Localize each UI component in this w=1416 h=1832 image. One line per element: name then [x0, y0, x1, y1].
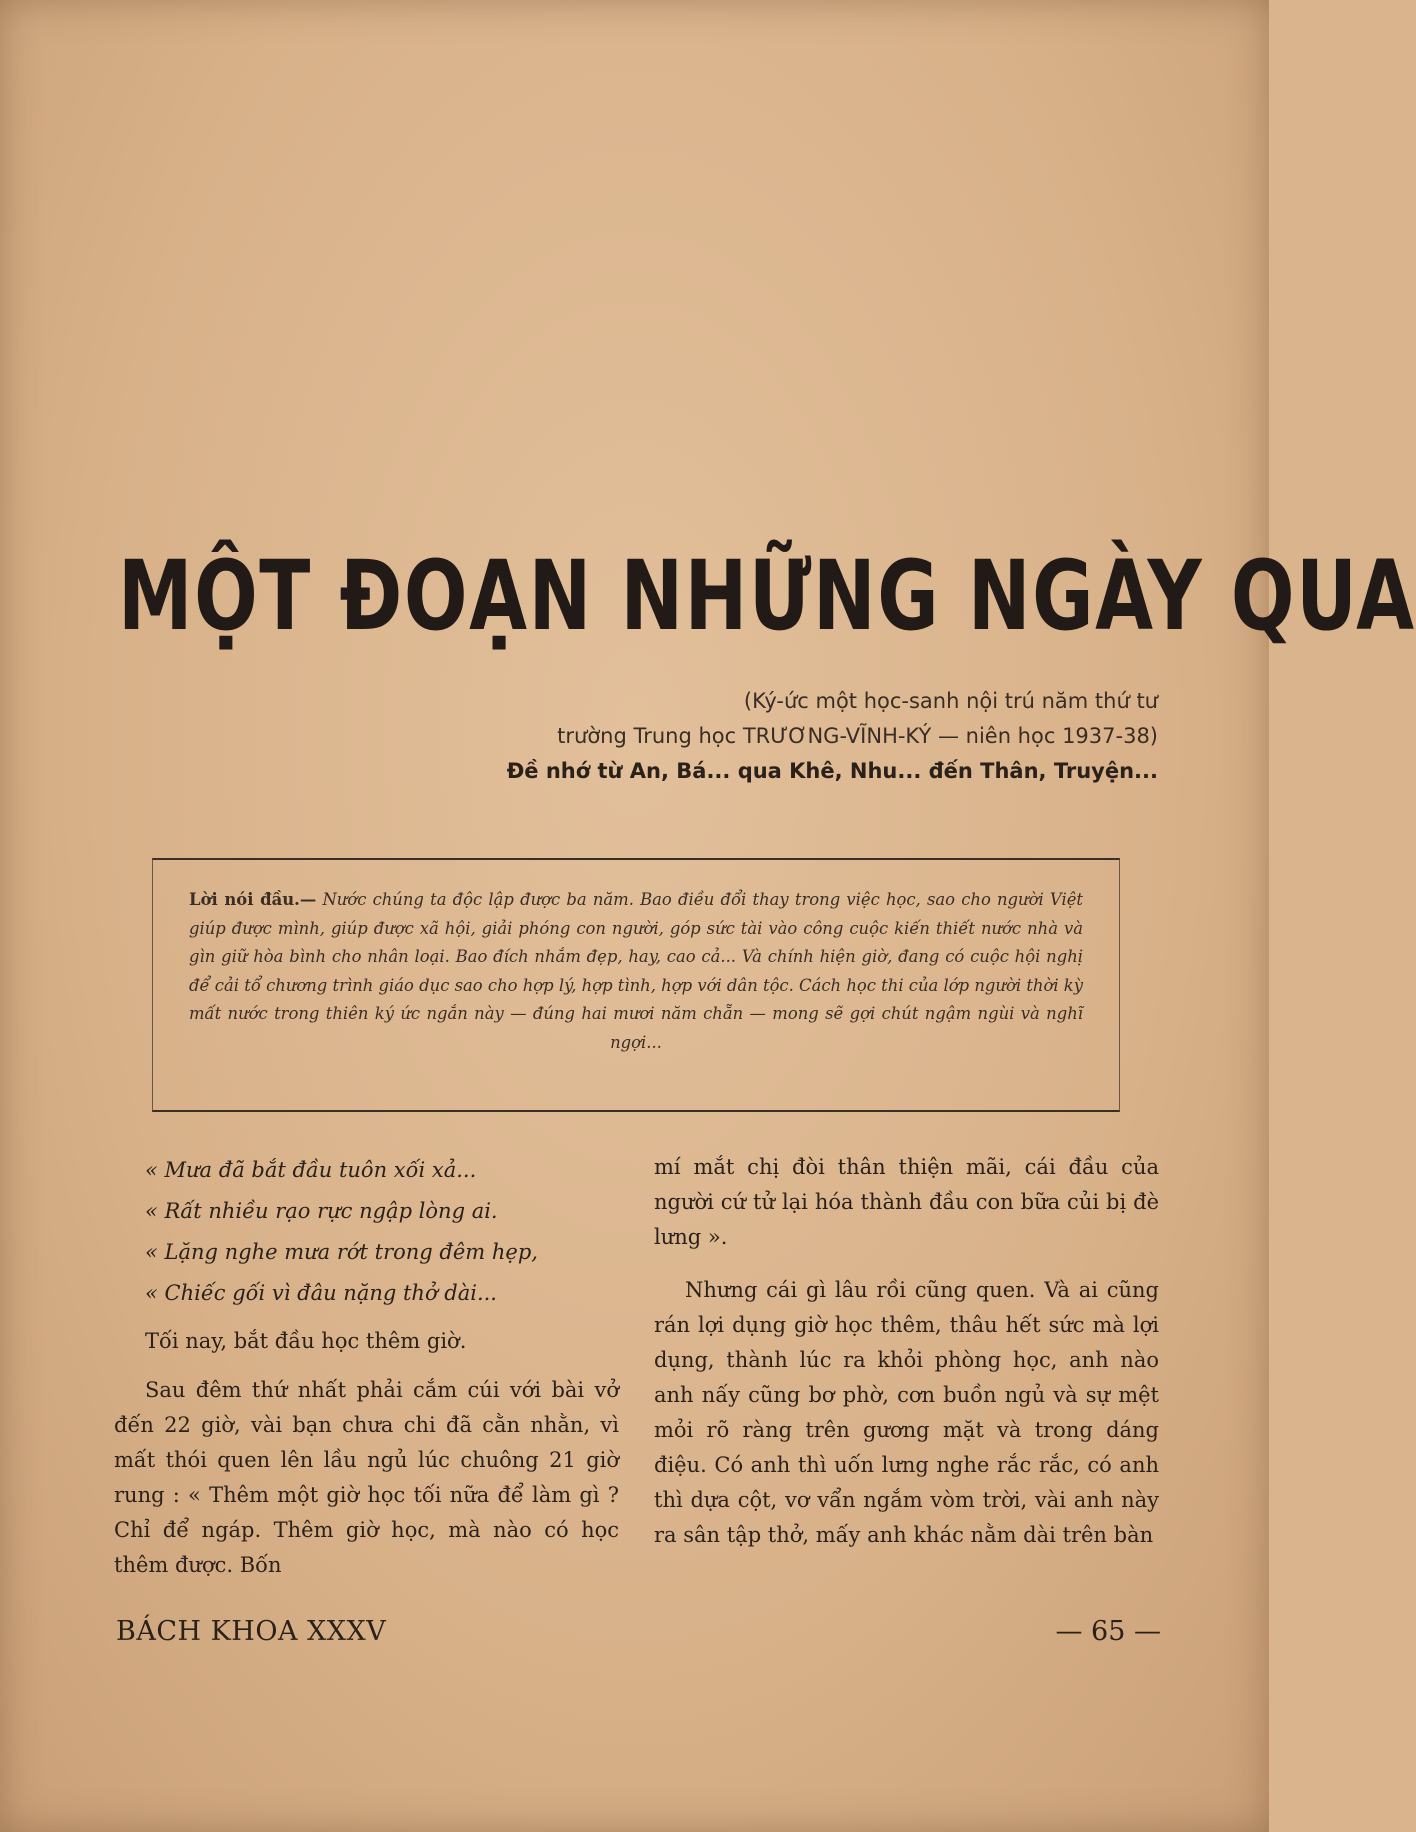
poem-line: « Rất nhiều rạo rực ngập lòng ai. [145, 1199, 498, 1223]
foreword-lead: Lời nói đầu.— [189, 890, 317, 909]
poem-line: « Chiếc gối vì đâu nặng thở dài... [145, 1281, 497, 1305]
poem-line: « Lặng nghe mưa rớt trong đêm hẹp, [145, 1240, 538, 1264]
dedication-line: Đề nhớ từ An, Bá... qua Khê, Nhu... đến Thân, Truyện... [506, 759, 1158, 783]
article-title: MỘT ĐOẠN NHỮNG NGÀY QUA [118, 540, 1416, 652]
left-column [114, 1150, 619, 1583]
paragraph: mí mắt chị đòi thân thiện mãi, cái đầu của người cứ tử lại hóa thành đầu con bữa củi bị đè lưng ». [654, 1155, 1159, 1249]
right-column [654, 1150, 1159, 1553]
foreword-text: Nước chúng ta độc lập được ba năm. Bao điều đổi thay trong việc học, sao cho người Việt giúp được mình, giúp được xã hội, giải phóng con người, góp sức tài vào công cuộc kiến thiết nước nhà và gìn giữ hòa bình cho nhân loại. Bao đích nhắm đẹp, hay, cao cả... Và chính hiện giờ, đang có cuộc hội nghị để cải tổ chương trình giáo dục sao cho hợp lý, hợp tình, hợp với dân tộc. Cách học thi của lớp người thời kỳ mất nước trong thiên ký ức ngắn này — đúng hai mươi năm chẵn — mong sẽ gợi chút ngậm ngùi và nghĩ ngợi... [189, 890, 1083, 1052]
subtitle-line-1: (Ký-ức một học-sanh nội trú năm thứ tư [743, 689, 1158, 713]
poem-block [114, 1150, 619, 1314]
paragraph: Nhưng cái gì lâu rồi cũng quen. Và ai cũng rán lợi dụng giờ học thêm, thâu hết sức mà lợi dụng, thành lúc ra khỏi phòng học, anh nào anh nấy cũng bơ phờ, cơn buồn ngủ và sự mệt mỏi rõ ràng trên gương mặt và trong dáng điệu. Có anh thì uốn lưng nghe rắc rắc, có anh thì dựa cột, vơ vẩn ngắm vòm trời, vài anh này ra sân tập thở, mấy anh khác nằm dài trên bàn [654, 1278, 1159, 1547]
poem-line: « Mưa đã bắt đầu tuôn xối xả... [145, 1158, 477, 1182]
paragraph: Tối nay, bắt đầu học thêm giờ. [145, 1329, 467, 1353]
foreword-box [152, 858, 1120, 1112]
paragraph: Sau đêm thứ nhất phải cắm cúi với bài vở đến 22 giờ, vài bạn chưa chi đã cằn nhằn, vì mất thói quen lên lầu ngủ lúc chuông 21 giờ rung : « Thêm một giờ học tối nữa để làm gì ? Chỉ để ngáp. Thêm giờ học, mà nào có học thêm được. Bốn [114, 1378, 619, 1577]
article-subtitle [300, 684, 1158, 789]
subtitle-line-2: trường Trung học TRƯƠNG-VĨNH-KÝ — niên học 1937-38) [557, 724, 1158, 748]
page-number: — 65 — [1055, 1616, 1161, 1647]
magazine-name: BÁCH KHOA XXXV [116, 1616, 387, 1647]
